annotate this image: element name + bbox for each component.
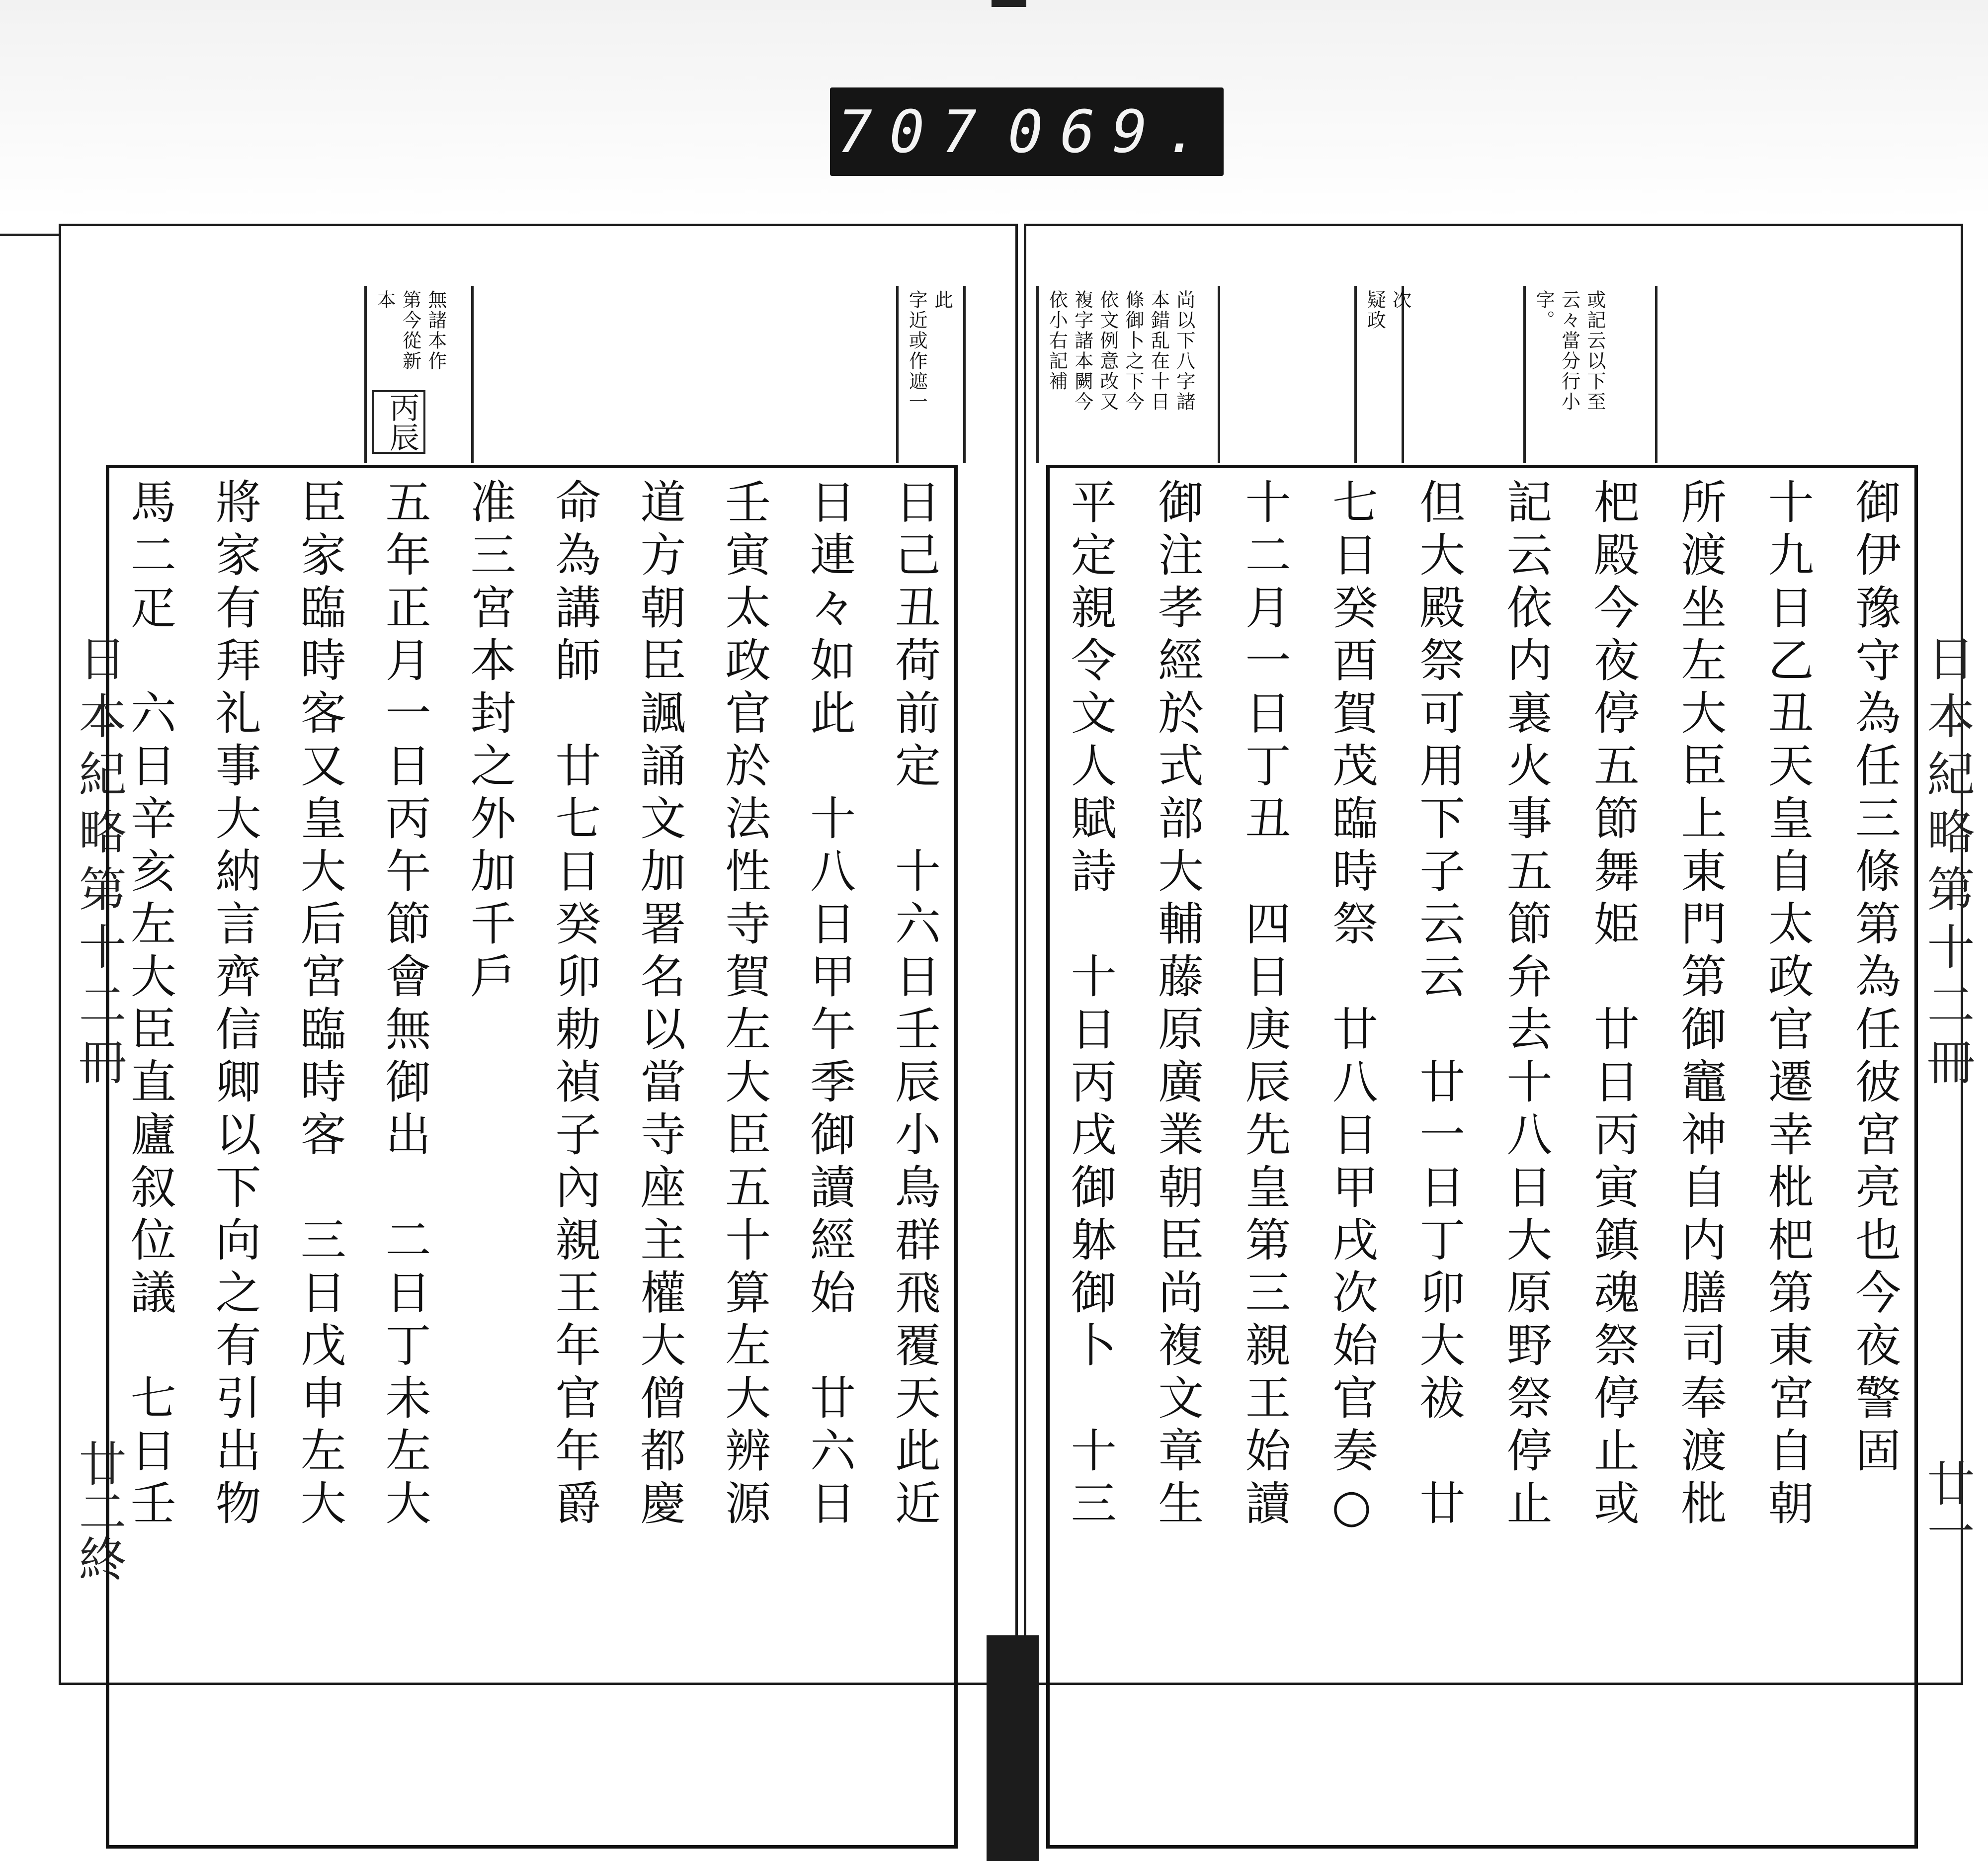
text-column: 御注孝經於式部大輔藤原廣業朝臣尚複文章生 [1151, 478, 1204, 1532]
film-frame-number [830, 87, 1224, 176]
left-columns [120, 478, 943, 1835]
right-note-3 [1036, 286, 1220, 463]
text-column: 杷殿今夜停五節舞姫 廿日丙寅鎮魂祭停止或 [1586, 478, 1640, 1532]
text-column: 所渡坐左大臣上東門第御竈神自内膳司奉渡枇 [1673, 478, 1727, 1532]
right-page [1024, 224, 1975, 1685]
text-column: 日己丑荷前定 十六日壬辰小鳥群飛覆天此近 [887, 478, 941, 1532]
note-text: 無諸本作 第今從新 本 [374, 290, 447, 371]
note-text: 此 字近或作遮一 [906, 290, 953, 412]
right-margin-page: 廿一 [1919, 1459, 1975, 1554]
text-column: 命為講師 廿七日癸卯勅禎子內親王年官年爵 [548, 478, 601, 1532]
text-column: 御伊豫守為任三條第為任彼宮亮也今夜警固 [1847, 478, 1901, 1479]
text-column: 七日癸酉賀茂臨時祭 廿八日甲戌次始官奏○ [1325, 478, 1378, 1539]
text-column: 道方朝臣諷誦文加署名以當寺座主權大僧都慶 [633, 478, 686, 1532]
text-column: 壬寅太政官於法性寺賀左大臣五十算左大辨源 [718, 478, 771, 1532]
top-center-mark [992, 0, 1026, 7]
left-page [59, 224, 1018, 1685]
text-column: 日連々如此 十八日甲午季御讀經始 廿六日 [803, 478, 856, 1532]
left-note-2 [364, 286, 474, 463]
left-text-box [106, 465, 958, 1849]
right-columns [1061, 478, 1904, 1835]
text-column: 平定親令文人賦詩 十日丙戌御躰御卜 十三 [1063, 478, 1117, 1532]
left-edge-tick [0, 234, 60, 236]
frame-number-right: 069. [1007, 97, 1217, 166]
text-column: 將家有拜礼事大納言齊信卿以下向之有引出物 [208, 478, 261, 1532]
text-column: 十二月一日丁丑 四日庚辰先皇第三親王始讀 [1238, 478, 1291, 1532]
text-column: 臣家臨時客又皇大后宮臨時客 三日戊申左大 [293, 478, 346, 1532]
note-text: 次 疑政 [1364, 290, 1411, 331]
book-gutter [987, 1635, 1039, 1861]
right-text-box [1046, 465, 1918, 1849]
left-margin-page: 廿二終 [71, 1439, 127, 1582]
frame-number-left: 707 [837, 97, 994, 166]
text-column: 記云依内裏火事五節弁去十八日大原野祭停止 [1499, 478, 1553, 1532]
text-column: 但大殿祭可用下子云云 廿一日丁卯大祓 廿 [1412, 478, 1466, 1532]
right-note-1 [1523, 286, 1657, 463]
text-column: 十九日乙丑天皇自太政官遷幸枇杷第東宮自朝 [1760, 478, 1814, 1532]
note-text: 尚以下八字諸 本錯乱在十日 條御卜之下今 依文例意改又 複字諸本闕今 依小右記補 [1046, 290, 1195, 412]
left-margin-title: 日本紀略第十二冊 [71, 634, 127, 1095]
tab-letter: 丙辰 [372, 390, 425, 454]
text-column: 五年正月一日丙午節會無御出 二日丁未左大 [378, 478, 431, 1532]
text-column: 馬二疋 六日辛亥左大臣直廬叙位議 七日壬 [123, 478, 176, 1532]
text-column: 准三宮本封之外加千戶 [463, 478, 516, 1005]
right-note-2 [1354, 286, 1411, 463]
right-margin-title: 日本紀略第十二冊 [1919, 634, 1975, 1095]
note-text: 或記云以下至 云々當分行小 字。 [1533, 290, 1606, 412]
left-note-1 [896, 286, 966, 463]
